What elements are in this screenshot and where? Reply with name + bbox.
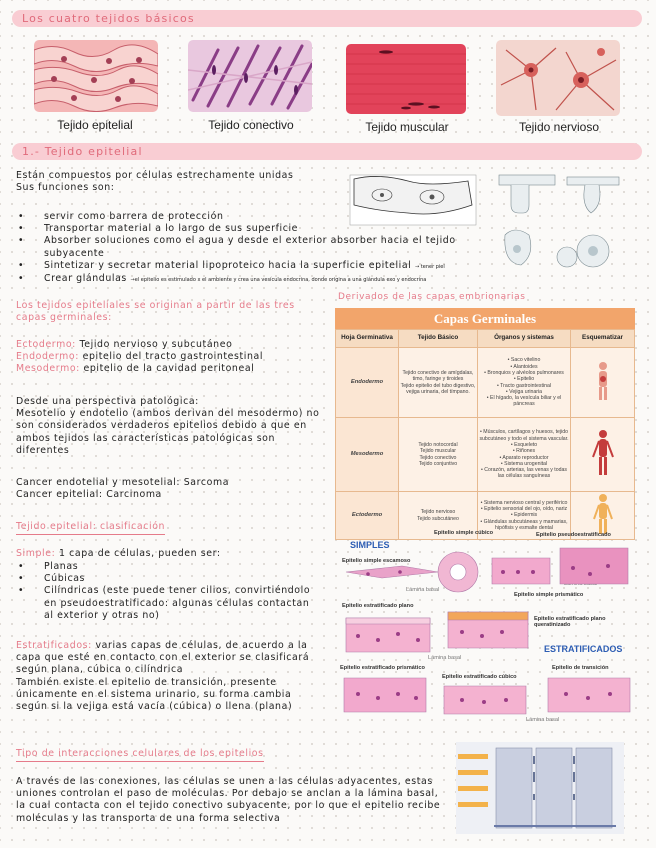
simple-type-item: • Planas — [16, 561, 316, 573]
ep-label: Epitelio de transición — [552, 665, 609, 671]
simple-line: Simple: 1 capa de células, pueden ser: — [16, 548, 221, 559]
body-figure-icon — [594, 361, 612, 401]
organs-cell: • Sistema nervioso central y periférico • Epitelio sensorial del ojo, oído, nariz • Epidermis • Glándulas subcutáneas y mamarias, hipófisis y esmalte dental — [478, 492, 571, 540]
epithelium-types-diagram — [338, 528, 638, 728]
pathology-text: Desde una perspectiva patológica: Mesotelio y endotelio (ambos derivan del mesodermo) no son considerados verdaderos epitelios debido a que en ambos tejidos las características patológicas son diferentes — [16, 396, 320, 456]
organs-cell: • Saco vitelino • Alantoides • Bronquios y alvéolos pulmonares • Epitelio • Tracto gastrointestinal • Vejiga urinaria • El hígado, la vesícula biliar y el páncreas — [478, 348, 571, 418]
germ-layers-table — [335, 308, 635, 540]
ep-label: Epitelio pseudoestratificado — [536, 532, 611, 538]
function-note: →el epitelio es estimulado x el ambiente y crea una vesícula endocrina, donde origina a una glándula exo y endocrina — [130, 277, 427, 284]
section1-heading: 1.- Tejido epitelial — [22, 145, 143, 158]
simple-types-list — [16, 561, 316, 622]
ep-label: Epitelio simple escamoso — [342, 558, 411, 564]
muscle-tissue-micrograph — [346, 44, 466, 114]
derivatives-heading: Derivados de las capas embrionarias — [338, 292, 526, 302]
simple-type-item: • Cúbicas — [16, 573, 316, 585]
tissue-label-epithelial: Tejido epitelial — [57, 118, 133, 132]
col-header: Hoja Germinativa — [336, 330, 399, 348]
page-title: Los cuatro tejidos básicos — [22, 12, 195, 25]
glands-diagram — [495, 165, 625, 283]
cancer-text: Cancer endotelial y mesotelial: Sarcoma Cancer epitelial: Carcinoma — [16, 477, 230, 501]
tissue-label-connective: Tejido conectivo — [208, 118, 294, 132]
page-title-banner — [12, 10, 642, 27]
connective-tissue-micrograph — [188, 40, 312, 112]
tissue-cell: Tejido nervioso Tejido subcutáneo — [399, 492, 478, 540]
stratified-text: Estratificados: varias capas de células, de acuerdo a la capa que esté en contacto con el exterior se clasificará según plana, cúbica o cilíndrica También existe el epitelio de transición, presente únicamente en el sistema urinario, su forma cambia según si la vejiga está vacía (cúbica) o llena (plana) — [16, 640, 310, 713]
ep-label: Lámina basal — [406, 587, 440, 593]
organs-cell: • Músculos, cartílagos y huesos, tejido subcutáneo y todo el sistema vascular. • Esqueleto • Riñones • Aparato reproductor • Sistema urogenital • Corazón, arterias, las venas y todas las células sanguíneas — [478, 418, 571, 492]
ep-label: Epitelio estratificado cúbico — [442, 674, 517, 680]
function-item: • Absorber soluciones como el agua y desde el exterior absorber hacia el tejido subyacente — [16, 235, 486, 259]
classification-heading: Tejido epitelial: clasificación — [16, 521, 165, 535]
interactions-text: A través de las conexiones, las células se unen a las células adyacentes, estas uniones controlan el paso de moléculas. Por debajo se anclan a la lámina basal, la cual contacta con el tejido conectivo subyacente, por lo que el epitelio recibe moléculas y las transporta de una forma selectiva — [16, 776, 441, 824]
table-title: Capas Germinales — [335, 308, 635, 329]
ep-label: Lámina basal — [428, 655, 462, 661]
nervous-tissue-micrograph — [496, 40, 620, 116]
tissue-label-nervous: Tejido nervioso — [518, 120, 600, 134]
germ-layers-list — [16, 339, 336, 376]
function-item: • servir como barrera de protección — [16, 211, 486, 223]
germ-layer-mesodermo: Mesodermo: epitelio de la cavidad peritoneal — [16, 363, 255, 375]
simples-label: SIMPLES — [350, 540, 390, 550]
epithelial-cells-diagram — [348, 165, 478, 227]
tissue-cell: Tejido conectivo de amígdalas, timo, faringe y tiroides Tejido epitelio del tubo digestivo, vejiga urinaria, del tímpano. — [399, 348, 478, 418]
estratificados-label: ESTRATIFICADOS — [544, 644, 623, 654]
ep-label: Lámina basal — [526, 717, 560, 723]
function-item: • Sintetizar y secretar material lipoproteico hacia la superficie epitelial → tener piel — [16, 260, 486, 273]
layer-cell: Mesodermo — [336, 418, 399, 492]
origin-heading: Los tejidos epiteliales se originan a partir de las tres capas germinales: — [16, 300, 295, 324]
function-item: • Transportar material a lo largo de sus superficie — [16, 223, 486, 235]
simple-type-item: • Cilíndricas (este puede tener cilios, convirtiéndolo en pseudoestratificado: algunas células contactan al exterior y otras no) — [16, 585, 316, 622]
germ-layer-endodermo: Endodermo: epitelio del tracto gastrointestinal — [16, 351, 264, 363]
section1-intro: Están compuestos por células estrechamente unidas Sus funciones son: — [16, 170, 294, 194]
layer-cell: Ectodermo — [336, 492, 399, 540]
col-header: Tejido Básico — [399, 330, 478, 348]
ep-label: Epitelio estratificado plano — [342, 603, 414, 609]
body-schema-mesodermo — [571, 418, 635, 492]
epithelial-tissue-micrograph — [34, 40, 158, 112]
ep-label: Epitelio estratificado plano queratinizado — [534, 616, 606, 628]
function-note: → tener piel — [415, 263, 445, 270]
body-schema-endodermo — [571, 348, 635, 418]
ep-label: Epitelio simple cúbico — [434, 530, 494, 536]
tissue-label-muscular: Tejido muscular — [365, 120, 449, 134]
col-header: Órganos y sistemas — [478, 330, 571, 348]
layer-cell: Endodermo — [336, 348, 399, 418]
col-header: Esquematizar — [571, 330, 635, 348]
epithelium-shapes — [338, 528, 638, 728]
ep-label: Epitelio estratificado prismático — [340, 665, 425, 671]
tissue-cell: Tejido notocordal Tejido muscular Tejido conectivo Tejido conjuntivo — [399, 418, 478, 492]
function-item: • Crear glándulas →el epitelio es estimulado x el ambiente y crea una vesícula endocrina, donde origina a una glándula exo y endocrina — [16, 273, 486, 286]
tissue-row — [30, 40, 630, 140]
ep-label: Epitelio simple prismático — [514, 592, 584, 598]
body-figure-icon — [592, 429, 614, 477]
section1-heading-banner — [12, 143, 642, 160]
interactions-heading: Tipo de interacciones celulares de los epitelios — [16, 748, 264, 762]
germ-layer-ectodermo: Ectodermo: Tejido nervioso y subcutáneo — [16, 339, 233, 350]
cell-junctions-diagram — [456, 742, 624, 834]
